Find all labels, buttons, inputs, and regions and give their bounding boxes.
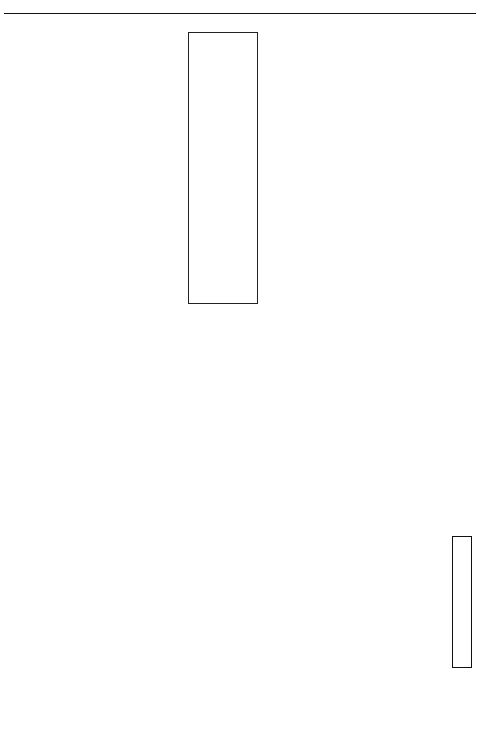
header-rule xyxy=(4,13,476,14)
honzan-statement xyxy=(8,266,166,268)
page-header xyxy=(0,0,480,14)
fujin-statement xyxy=(8,17,166,19)
budget-notice xyxy=(188,32,258,304)
organization-title-box xyxy=(452,536,472,668)
iji-statement xyxy=(270,17,474,19)
